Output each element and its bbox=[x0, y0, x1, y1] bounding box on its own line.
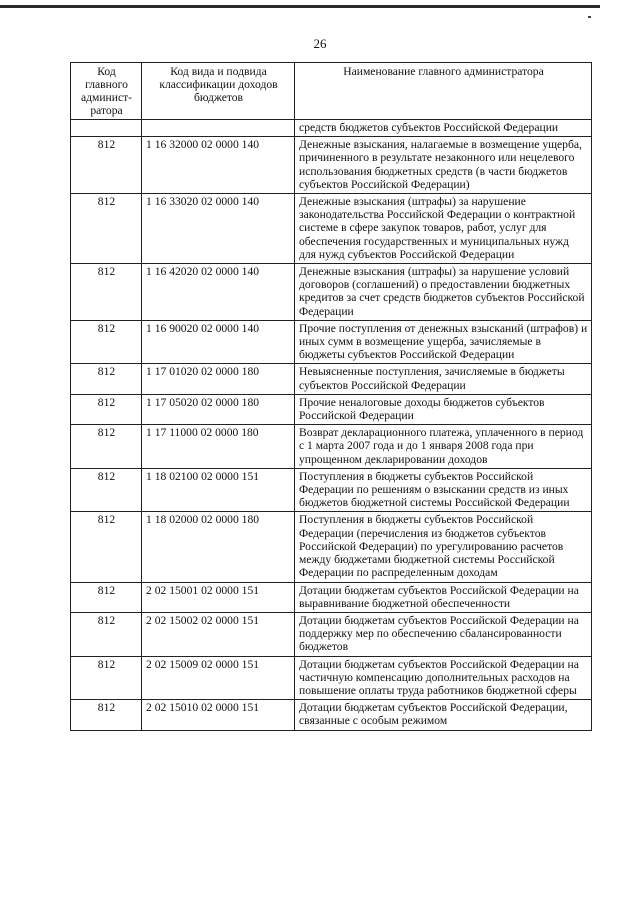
admin-code-cell bbox=[71, 120, 142, 137]
admin-code-cell: 812 bbox=[71, 612, 142, 656]
classification-code-cell: 1 16 90020 02 0000 140 bbox=[142, 320, 295, 364]
table-row bbox=[71, 582, 592, 612]
admin-code-cell: 812 bbox=[71, 468, 142, 512]
classification-code-cell: 1 17 01020 02 0000 180 bbox=[142, 364, 295, 394]
admin-code-cell: 812 bbox=[71, 512, 142, 582]
admin-name-cell: Прочие неналоговые доходы бюджетов субъектов Российской Федерации bbox=[295, 394, 592, 424]
table-row bbox=[71, 612, 592, 656]
table-row bbox=[71, 264, 592, 321]
classification-code-cell: 1 16 32000 02 0000 140 bbox=[142, 137, 295, 194]
admin-name-cell: Денежные взыскания, налагаемые в возмещение ущерба, причиненного в результате незаконного или нецелевого использования бюджетных средств (в части бюджетов субъектов Российской Федерации) bbox=[295, 137, 592, 194]
admin-code-cell: 812 bbox=[71, 582, 142, 612]
scan-top-border bbox=[0, 5, 600, 8]
table-row bbox=[71, 425, 592, 469]
table-row bbox=[71, 394, 592, 424]
admin-name-cell: Поступления в бюджеты субъектов Российской Федерации (перечисления из бюджетов субъектов Российской Федерации) по урегулированию расчетов между бюджетами бюджетной системы Российской Федерации по распределенным доходам bbox=[295, 512, 592, 582]
table-row bbox=[71, 120, 592, 137]
classification-code-cell: 1 16 42020 02 0000 140 bbox=[142, 264, 295, 321]
admin-name-cell: Денежные взыскания (штрафы) за нарушение законодательства Российской Федерации о контрактной системе в сфере закупок товаров, работ, услуг для обеспечения государственных и муниципальных нужд для нужд субъектов Российской Федерации bbox=[295, 194, 592, 264]
classification-code-cell: 1 17 05020 02 0000 180 bbox=[142, 394, 295, 424]
scan-mark bbox=[588, 16, 591, 18]
admin-code-cell: 812 bbox=[71, 137, 142, 194]
classification-code-cell: 1 18 02000 02 0000 180 bbox=[142, 512, 295, 582]
table-row bbox=[71, 512, 592, 582]
admin-name-cell: Дотации бюджетам субъектов Российской Федерации на частичную компенсацию дополнительных расходов на повышение оплаты труда работников бюджетной сферы bbox=[295, 656, 592, 700]
table-row bbox=[71, 364, 592, 394]
admin-code-cell: 812 bbox=[71, 700, 142, 730]
classification-code-cell bbox=[142, 120, 295, 137]
admin-name-cell: Денежные взыскания (штрафы) за нарушение условий договоров (соглашений) о предоставлении бюджетных кредитов за счет средств бюджетов субъектов Российской Федерации bbox=[295, 264, 592, 321]
admin-name-cell: Возврат декларационного платежа, уплаченного в период с 1 марта 2007 года и до 1 января 2008 года при упрощенном декларировании доходов bbox=[295, 425, 592, 469]
header-admin-code: Код главного админист-ратора bbox=[71, 63, 142, 120]
admin-code-cell: 812 bbox=[71, 364, 142, 394]
admin-code-cell: 812 bbox=[71, 264, 142, 321]
header-admin-name: Наименование главного администратора bbox=[295, 63, 592, 120]
table-header-row bbox=[71, 63, 592, 120]
admin-code-cell: 812 bbox=[71, 320, 142, 364]
classification-code-cell: 2 02 15009 02 0000 151 bbox=[142, 656, 295, 700]
admin-code-cell: 812 bbox=[71, 194, 142, 264]
classification-code-cell: 2 02 15010 02 0000 151 bbox=[142, 700, 295, 730]
classification-code-cell: 2 02 15001 02 0000 151 bbox=[142, 582, 295, 612]
admin-name-cell: Невыясненные поступления, зачисляемые в бюджеты субъектов Российской Федерации bbox=[295, 364, 592, 394]
admin-name-cell: Дотации бюджетам субъектов Российской Федерации на поддержку мер по обеспечению сбалансированности бюджетов bbox=[295, 612, 592, 656]
admin-code-cell: 812 bbox=[71, 394, 142, 424]
table-row bbox=[71, 468, 592, 512]
table-row bbox=[71, 137, 592, 194]
revenue-classification-table bbox=[70, 62, 592, 731]
admin-name-cell: Дотации бюджетам субъектов Российской Федерации на выравнивание бюджетной обеспеченности bbox=[295, 582, 592, 612]
admin-name-cell: Дотации бюджетам субъектов Российской Федерации, связанные с особым режимом bbox=[295, 700, 592, 730]
table-row bbox=[71, 194, 592, 264]
classification-code-cell: 1 18 02100 02 0000 151 bbox=[142, 468, 295, 512]
admin-code-cell: 812 bbox=[71, 656, 142, 700]
header-classification-code: Код вида и подвида классификации доходов бюджетов bbox=[142, 63, 295, 120]
table-row bbox=[71, 320, 592, 364]
admin-code-cell: 812 bbox=[71, 425, 142, 469]
table-row bbox=[71, 700, 592, 730]
classification-code-cell: 2 02 15002 02 0000 151 bbox=[142, 612, 295, 656]
classification-code-cell: 1 16 33020 02 0000 140 bbox=[142, 194, 295, 264]
page-number: 26 bbox=[313, 36, 327, 51]
admin-name-cell: Прочие поступления от денежных взысканий (штрафов) и иных сумм в возмещение ущерба, зачисляемые в бюджеты субъектов Российской Федерации bbox=[295, 320, 592, 364]
classification-code-cell: 1 17 11000 02 0000 180 bbox=[142, 425, 295, 469]
table-row bbox=[71, 656, 592, 700]
admin-name-cell: Поступления в бюджеты субъектов Российской Федерации по решениям о взыскании средств из иных бюджетов бюджетной системы Российской Федерации bbox=[295, 468, 592, 512]
admin-name-cell: средств бюджетов субъектов Российской Федерации bbox=[295, 120, 592, 137]
